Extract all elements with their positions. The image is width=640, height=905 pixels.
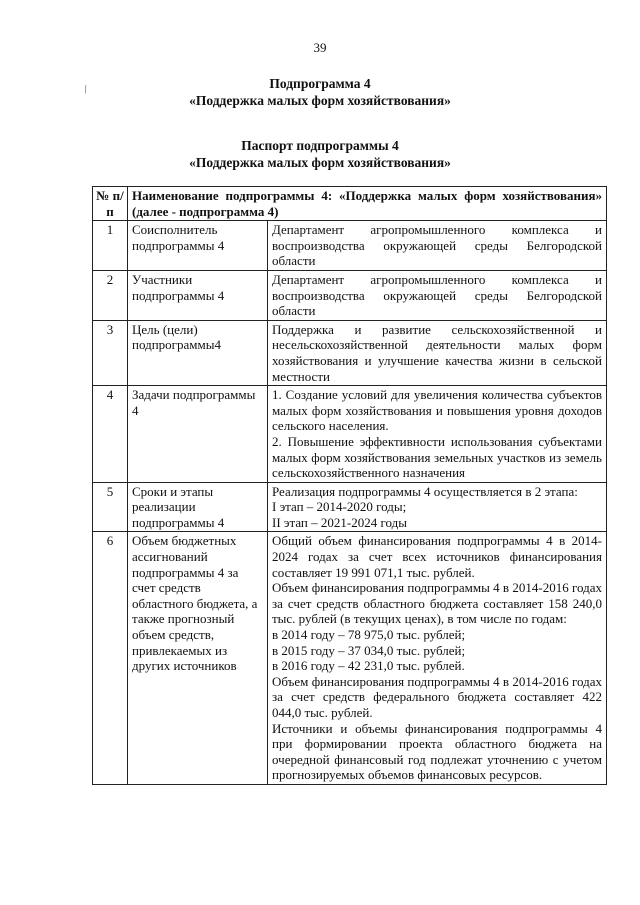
row-name: Сроки и этапы реализации подпрограммы 4 bbox=[128, 482, 268, 532]
subprogram-heading bbox=[0, 75, 640, 109]
row-content bbox=[268, 386, 607, 483]
page-number: 39 bbox=[313, 40, 327, 55]
row-number: 6 bbox=[93, 532, 128, 785]
table-body bbox=[93, 221, 607, 785]
content-paragraph: II этап – 2021-2024 годы bbox=[272, 514, 407, 530]
table-row bbox=[93, 320, 607, 385]
table-row bbox=[93, 386, 607, 483]
content-paragraph: Объем финансирования подпрограммы 4 в 2014-2016 годах за счет средств областного бюджета составляет 158 240,0 тыс. рублей (в текущих ценах), в том числе по годам: bbox=[272, 580, 602, 627]
subprogram-title: Подпрограмма 4 bbox=[269, 76, 371, 91]
header-title: Наименование подпрограммы 4: «Поддержка малых форм хозяйствования» (далее - подпрограмма 4) bbox=[128, 187, 607, 221]
row-content bbox=[268, 270, 607, 320]
row-number: 1 bbox=[93, 221, 128, 271]
passport-subtitle: «Поддержка малых форм хозяйствования» bbox=[189, 155, 451, 170]
content-paragraph: Департамент агропромышленного комплекса и воспроизводства окружающей среды Белгородской области bbox=[272, 222, 602, 269]
subprogram-subtitle: «Поддержка малых форм хозяйствования» bbox=[189, 93, 451, 108]
row-name: Объем бюджетных ассигнований подпрограммы 4 за счет средств областного бюджета, а также прогнозный объем средств, привлекаемых из других источников bbox=[128, 532, 268, 785]
content-paragraph: I этап – 2014-2020 годы; bbox=[272, 499, 407, 515]
table-header-row bbox=[93, 187, 607, 221]
row-name: Соисполнитель подпрограммы 4 bbox=[128, 221, 268, 271]
header-number: № п/п bbox=[93, 187, 128, 221]
row-number: 3 bbox=[93, 320, 128, 385]
row-name: Задачи подпрограммы 4 bbox=[128, 386, 268, 483]
row-content bbox=[268, 482, 607, 532]
table-row bbox=[93, 221, 607, 271]
content-paragraph: Департамент агропромышленного комплекса и воспроизводства окружающей среды Белгородской области bbox=[272, 271, 602, 319]
row-content bbox=[268, 221, 607, 271]
content-paragraph: 1. Создание условий для увеличения количества субъектов малых форм хозяйствования и повышения уровня доходов сельского населения. bbox=[272, 387, 602, 434]
row-number: 5 bbox=[93, 482, 128, 532]
row-number: 4 bbox=[93, 386, 128, 483]
content-paragraph: в 2016 году – 42 231,0 тыс. рублей. bbox=[272, 658, 465, 674]
stray-pen-mark: / bbox=[82, 81, 89, 97]
row-content bbox=[268, 320, 607, 385]
row-content bbox=[268, 532, 607, 785]
content-paragraph: 2. Повышение эффективности использования субъектами малых форм хозяйствования земельных участков из земель сельскохозяйственного назначения bbox=[272, 433, 602, 481]
content-paragraph: Реализация подпрограммы 4 осуществляется в 2 этапа: bbox=[272, 483, 578, 499]
passport-title: Паспорт подпрограммы 4 bbox=[241, 138, 399, 153]
table-row bbox=[93, 532, 607, 785]
row-name: Цель (цели) подпрограммы4 bbox=[128, 320, 268, 385]
passport-heading bbox=[0, 137, 640, 171]
row-name: Участники подпрограммы 4 bbox=[128, 270, 268, 320]
table-row bbox=[93, 270, 607, 320]
content-paragraph: в 2015 году – 37 034,0 тыс. рублей; bbox=[272, 642, 466, 658]
content-paragraph: Общий объем финансирования подпрограммы 4 в 2014-2024 годах за счет всех источников финансирования составляет 19 991 071,1 тыс. рублей. bbox=[272, 533, 602, 580]
table-row bbox=[93, 482, 607, 532]
content-paragraph: в 2014 году – 78 975,0 тыс. рублей; bbox=[272, 627, 466, 643]
content-paragraph: Поддержка и развитие сельскохозяйственной и несельскохозяйственной деятельности малых форм хозяйствования и улучшение качества жизни в сельской местности bbox=[272, 321, 602, 384]
content-paragraph: Источники и объемы финансирования подпрограммы 4 при формировании проекта областного бюджета на очередной финансовый год подлежат уточнению с учетом прогнозируемых объемов финансовых ресурсов. bbox=[272, 720, 602, 783]
content-paragraph: Объем финансирования подпрограммы 4 в 2014-2016 годах за счет средств федерального бюджета составляет 422 044,0 тыс. рублей. bbox=[272, 673, 602, 720]
passport-table bbox=[92, 186, 607, 785]
row-number: 2 bbox=[93, 270, 128, 320]
